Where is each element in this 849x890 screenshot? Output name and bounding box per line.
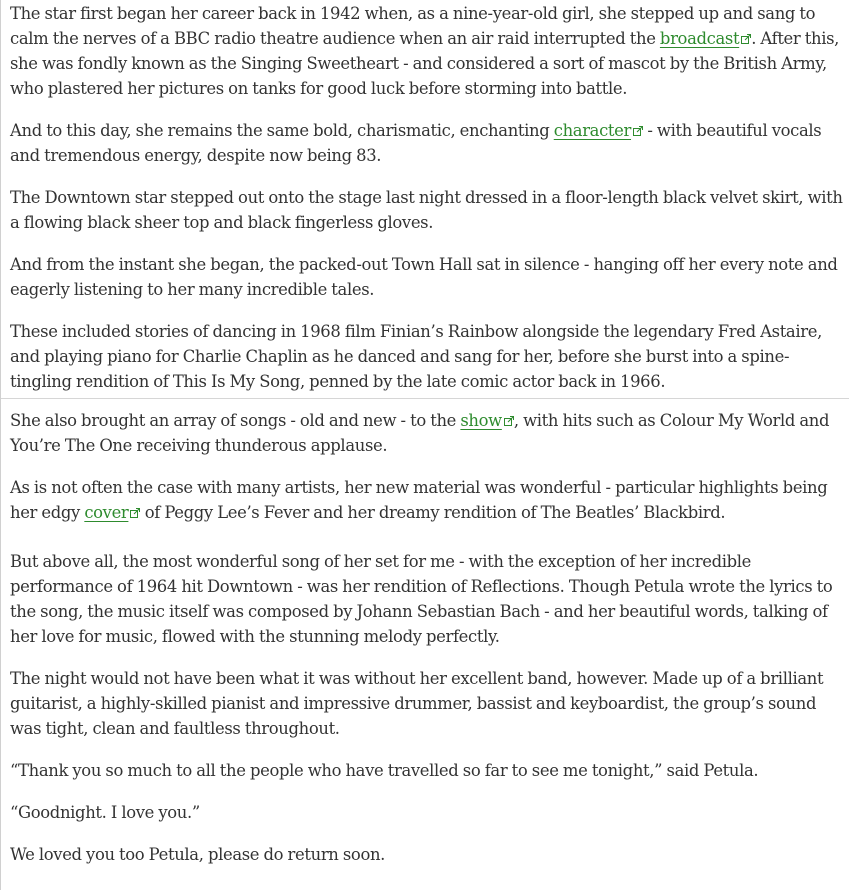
external-link-icon[interactable] [741,34,751,44]
paragraph-band: The night would not have been what it was without her excellent band, however. Made up of a brilliant guitarist, a highly-skilled pianist and impressive drummer, bassist and keyboardist, the group’s sound was tight, clean and faultless throughout. [10,669,824,738]
paragraph-reflections: But above all, the most wonderful song of her set for me - with the exception of her incredible performance of 1964 hit Downtown - was her rendition of Reflections. Though Petula wrote the lyrics to the song, the music itself was composed by Johann Sebastian Bach - and her beautiful words, talking of her love for music, flowed with the stunning melody perfectly. [10,552,833,646]
paragraph-text: The star first began her career back in 1942 when, as a nine-year-old girl, she stepped up and sang to calm the nerves of a BBC radio theatre audience when an air raid interrupted the [10,4,816,48]
paragraph-text: And to this day, she remains the same bold, charismatic, enchanting [10,121,554,140]
paragraph-career-start [10,1,843,101]
external-link-icon[interactable] [504,416,514,426]
show-link[interactable]: show [460,411,502,430]
paragraph-text: As is not often the case with many artists, her new material was wonderful - particular highlights being her edgy [10,478,828,522]
paragraph-closing: We loved you too Petula, please do return soon. [10,845,386,864]
paragraph-text: . After this, she was fondly known as the Singing Sweetheart - and considered a sort of mascot by the British Army, who plastered her pictures on tanks for good luck before storming into battle. [10,29,840,98]
paragraph-character [10,118,843,168]
paragraph-text: - with beautiful vocals and tremendous energy, despite now being 83. [10,121,822,165]
external-link-icon[interactable] [633,126,643,136]
paragraph-silence: And from the instant she began, the packed-out Town Hall sat in silence - hanging off her every note and eagerly listening to her many incredible tales. [10,255,838,299]
paragraph-text: She also brought an array of songs - old and new - to the [10,411,461,430]
paragraph-songs [10,408,843,458]
paragraph-new-material [10,475,843,525]
broadcast-link[interactable]: broadcast [659,29,740,48]
article-section-bottom [1,399,849,867]
paragraph-text: , with hits such as Colour My World and You’re The One receiving thunderous applause. [10,411,830,455]
article-section-top [1,0,849,399]
paragraph-stories: These included stories of dancing in 1968 film Finian’s Rainbow alongside the legendary Fred Astaire, and playing piano for Charlie Chaplin as he danced and sang for her, before she burst into a spine-tingling rendition of This Is My Song, penned by the late comic actor back in 1966. [10,322,822,391]
paragraph-text: of Peggy Lee’s Fever and her dreamy rendition of The Beatles’ Blackbird. [140,503,726,522]
external-link-icon[interactable] [130,508,140,518]
character-link[interactable]: character [553,121,632,140]
paragraph-outfit: The Downtown star stepped out onto the stage last night dressed in a floor-length black velvet skirt, with a flowing black sheer top and black fingerless gloves. [10,188,843,232]
paragraph-quote-thanks: “Thank you so much to all the people who have travelled so far to see me tonight,” said Petula. [10,761,759,780]
cover-link[interactable]: cover [84,503,129,522]
paragraph-quote-goodnight: “Goodnight. I love you.” [10,803,200,822]
